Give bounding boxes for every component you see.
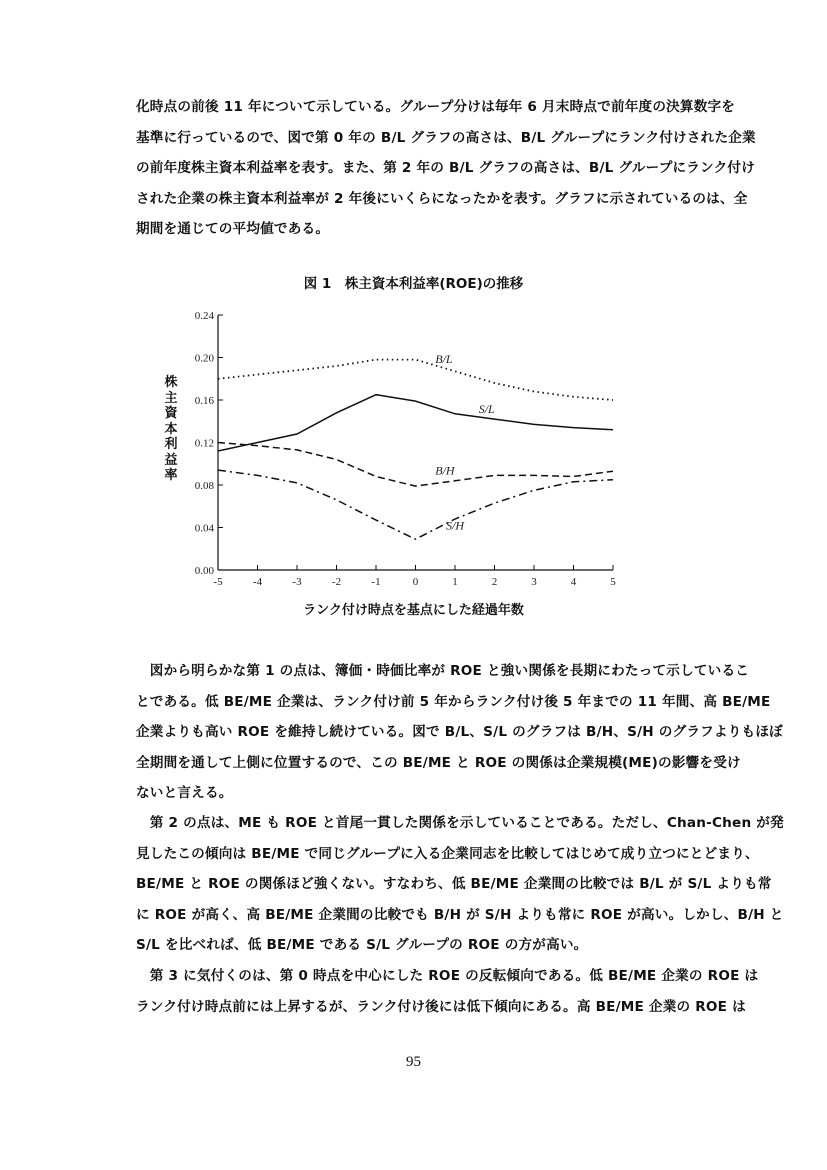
y-tick-label: 0.08 <box>194 480 214 492</box>
y-axis-label-char: 株 <box>164 375 178 390</box>
text-line: 基準に行っているので、図で第 0 年の B/L グラフの高さは、B/L グループにランク付けされた企業 <box>136 129 756 146</box>
series-label: S/L <box>478 401 495 416</box>
x-tick-label: -2 <box>331 576 342 588</box>
text-line: BE/ME と ROE の関係ほど強くない。すなわち、低 BE/ME 企業間の比較では B/L が S/L よりも常 <box>136 876 772 892</box>
y-tick-label: 0.04 <box>194 522 214 535</box>
y-tick-label: 0.20 <box>194 352 214 365</box>
x-tick-label: 3 <box>531 576 537 588</box>
x-tick-label: -3 <box>292 576 302 588</box>
y-axis-label <box>163 375 179 484</box>
y-tick-label: 0.16 <box>194 395 214 407</box>
text-line: 期間を通じての平均値である。 <box>136 221 330 237</box>
body-paragraph-1 <box>136 656 783 809</box>
text-line: 図から明らかな第 1 の点は、簿価・時価比率が ROE と強い関係を長期にわたって示しているこ <box>136 663 750 679</box>
y-tick-label: 0.12 <box>194 437 214 450</box>
page-number: 95 <box>406 1054 421 1070</box>
text-line: 化時点の前後 11 年について示している。グループ分けは毎年 6 月末時点で前年度の決算数字を <box>136 99 736 115</box>
y-axis-label-char: 率 <box>164 468 178 483</box>
text-line: 企業よりも高い ROE を維持し続けている。図で B/L、S/L のグラフは B/H、S/H のグラフよりもほぼ <box>136 724 783 740</box>
x-tick-label: 0 <box>412 576 419 588</box>
intro-paragraph <box>136 92 756 245</box>
x-tick-label: 1 <box>452 576 458 588</box>
y-axis-label-char: 主 <box>164 390 178 406</box>
x-tick-label: 4 <box>570 576 577 588</box>
y-axis-label-char: 本 <box>164 421 178 437</box>
y-tick-label: 0.24 <box>194 310 214 322</box>
series-label: S/H <box>446 518 464 533</box>
y-tick-label: 0.00 <box>194 565 214 577</box>
series-label: B/L <box>435 351 453 366</box>
series-line-sl <box>218 395 613 451</box>
text-line: ないと言える。 <box>136 785 233 801</box>
body-paragraph-3 <box>136 961 759 1022</box>
text-line: 第 2 の点は、ME も ROE と首尾一貫した関係を示していることである。ただし、Chan-Chen が発 <box>136 815 784 831</box>
x-tick-label: 5 <box>610 576 616 588</box>
text-line: S/L を比べれば、低 BE/ME である S/L グループの ROE の方が高い。 <box>136 937 588 953</box>
y-axis-label-char: 利 <box>164 437 178 452</box>
y-axis-label-char: 資 <box>164 406 178 421</box>
figure-title: 図 1 株主資本利益率(ROE)の推移 <box>303 276 524 292</box>
text-line: 第 3 に気付くのは、第 0 時点を中心にした ROE の反転傾向である。低 BE/ME 企業の ROE は <box>136 968 759 984</box>
text-line: された企業の株主資本利益率が 2 年後にいくらになったかを表す。グラフに示されているのは、全 <box>136 190 748 207</box>
text-line: に ROE が高く、高 BE/ME 企業間の比較でも B/H が S/H よりも常に ROE が高い。しかし、B/H と <box>136 906 784 923</box>
x-tick-label: -5 <box>213 576 223 588</box>
text-line: とである。低 BE/ME 企業は、ランク付け前 5 年からランク付け後 5 年までの 11 年間、高 BE/ME <box>136 693 771 710</box>
x-tick-label: -4 <box>252 576 263 588</box>
x-tick-label: -1 <box>371 576 381 588</box>
x-axis-label: ランク付け時点を基点にした経過年数 <box>303 603 524 618</box>
series-label: B/H <box>435 463 455 478</box>
roe-line-chart <box>180 300 630 595</box>
y-axis-label-char: 益 <box>164 452 178 468</box>
series-line-sh <box>218 470 613 539</box>
x-tick-label: 2 <box>491 576 498 588</box>
text-line: の前年度株主資本利益率を表す。また、第 2 年の B/L グラフの高さは、B/L グループにランク付け <box>136 160 756 176</box>
body-paragraph-2 <box>136 808 784 961</box>
text-line: 全期間を通して上側に位置するので、この BE/ME と ROE の関係は企業規模(ME)の影響を受け <box>136 754 741 771</box>
series-line-bl <box>218 360 613 400</box>
text-line: ランク付け時点前には上昇するが、ランク付け後には低下傾向にある。高 BE/ME 企業の ROE は <box>136 998 746 1015</box>
text-line: 見したこの傾向は BE/ME で同じグループに入る企業同志を比較してはじめて成り立つにとどまり、 <box>136 845 759 862</box>
